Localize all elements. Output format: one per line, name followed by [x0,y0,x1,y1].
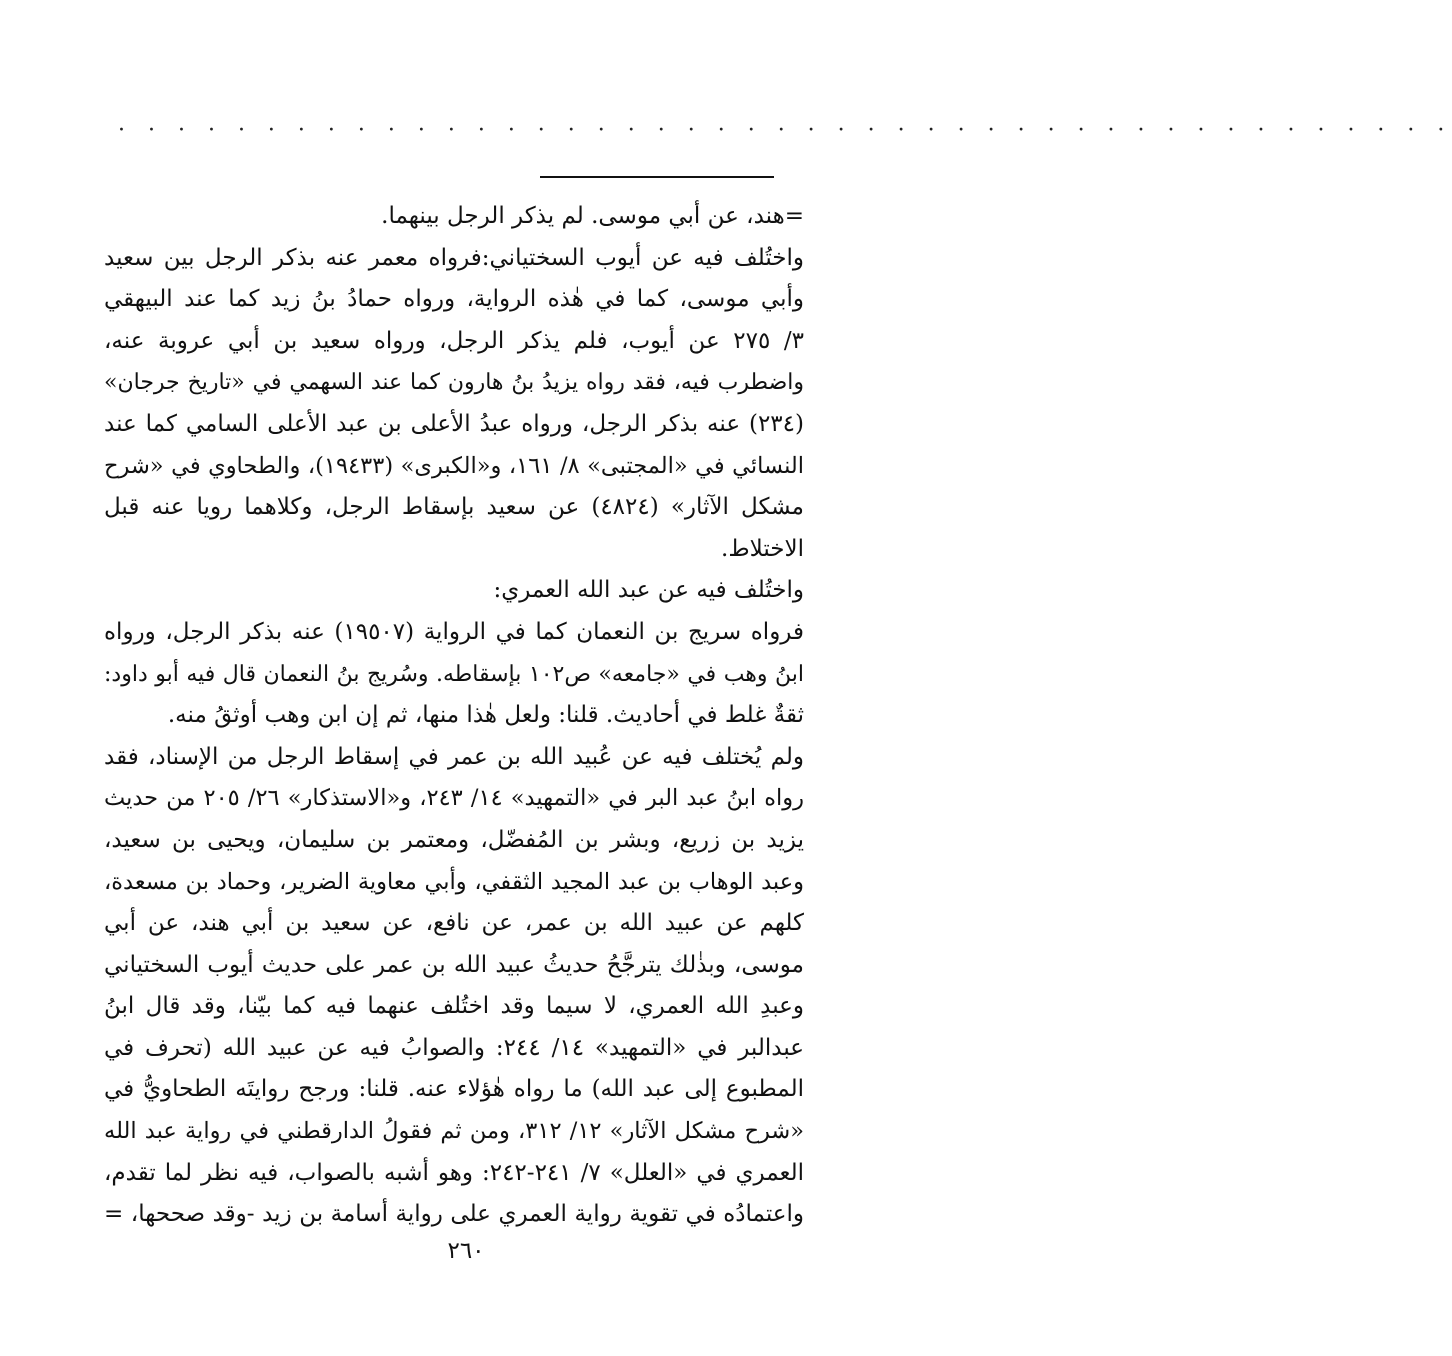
text-line: الاختلاط. [721,535,804,562]
text-line: عبدالبر في «التمهيد» ١٤/ ٢٤٤: والصوابُ فيه عن عبيد الله (تحرف في [104,1034,804,1061]
footnote-rule [540,176,774,178]
text-line: واختُلف فيه عن أيوب السختياني:فرواه معمر عنه بذكر الرجل بين سعيد [104,244,804,271]
text-line: موسى، وبذٰلك يترجَّحُ حديثُ عبيد الله بن عمر على حديث أيوب السختياني [104,951,804,978]
text-line: =هند، عن أبي موسى. لم يذكر الرجل بينهما. [381,203,804,229]
page-number: ٢٦٠ [447,1238,485,1264]
text-line: واختُلف فيه عن عبد الله العمري: [493,577,804,604]
text-line: ولم يُختلف فيه عن عُبيد الله بن عمر في إسقاط الرجل من الإسناد، فقد [104,743,804,770]
text-line: العمري في «العلل» ٧/ ٢٤١-٢٤٢: وهو أشبه بالصواب، فيه نظر لما تقدم، [104,1159,804,1186]
text-line: النسائي في «المجتبى» ٨/ ١٦١، و«الكبرى» (١٩٤٣٣)، والطحاوي في «شرح [104,452,805,479]
text-line: ابنُ وهب في «جامعه» ص١٠٢ بإسقاطه. وسُريج بنُ النعمان قال فيه أبو داود: [104,661,804,687]
text-line: فرواه سريج بن النعمان كما في الرواية (١٩٥٠٧) عنه بذكر الرجل، ورواه [104,618,804,645]
text-line: يزيد بن زريع، وبشر بن المُفضّل، ومعتمر بن سليمان، ويحيى بن سعيد، [104,826,804,853]
text-line: واعتمادُه في تقوية رواية العمري على رواية أسامة بن زيد -وقد صححها، = [104,1201,804,1228]
text-line: ثقةٌ غلط في أحاديث. قلنا: ولعل هٰذا منها، ثم إن ابن وهب أوثقُ منه. [167,702,804,729]
text-line: رواه ابنُ عبد البر في «التمهيد» ١٤/ ٢٤٣، و«الاستذكار» ٢٦/ ٢٠٥ من حديث [104,785,805,812]
text-line: وأبي موسى، كما في هٰذه الرواية، ورواه حمادُ بنُ زيد كما عند البيهقي [104,286,804,313]
footnote-body [104,196,804,1236]
text-line: (٢٣٤) عنه بذكر الرجل، ورواه عبدُ الأعلى بن عبد الأعلى السامي كما عند [104,410,804,437]
text-line: واضطرب فيه، فقد رواه يزيدُ بنُ هارون كما عند السهمي في «تاريخ جرجان» [104,370,804,396]
text-line: كلهم عن عبيد الله بن عمر، عن نافع، عن سعيد بن أبي هند، عن أبي [104,910,804,937]
text-line: ٣/ ٢٧٥ عن أيوب، فلم يذكر الرجل، ورواه سعيد بن أبي عروبة عنه، [104,327,805,354]
text-line: وعبدِ الله العمري، لا سيما وقد اختُلف عنهما فيه كما بيّنا، وقد قال ابنُ [104,993,804,1020]
dotted-separator: · · · · · · · · · · · · · · · · · · · · · · · · · · · · · · · · · · · · · · · · · · · · · [118,118,1452,143]
text-line: المطبوع إلى عبد الله) ما رواه هٰؤلاء عنه. قلنا: ورجح روايتَه الطحاويُّ في [104,1076,804,1103]
text-line: «شرح مشكل الآثار» ١٢/ ٣١٢، ومن ثم فقولُ الدارقطني في رواية عبد الله [104,1118,805,1145]
text-line: وعبد الوهاب بن عبد المجيد الثقفي، وأبي معاوية الضرير، وحماد بن مسعدة، [104,868,804,895]
text-line: مشكل الآثار» (٤٨٢٤) عن سعيد بإسقاط الرجل، وكلاهما رويا عنه قبل [104,494,804,521]
